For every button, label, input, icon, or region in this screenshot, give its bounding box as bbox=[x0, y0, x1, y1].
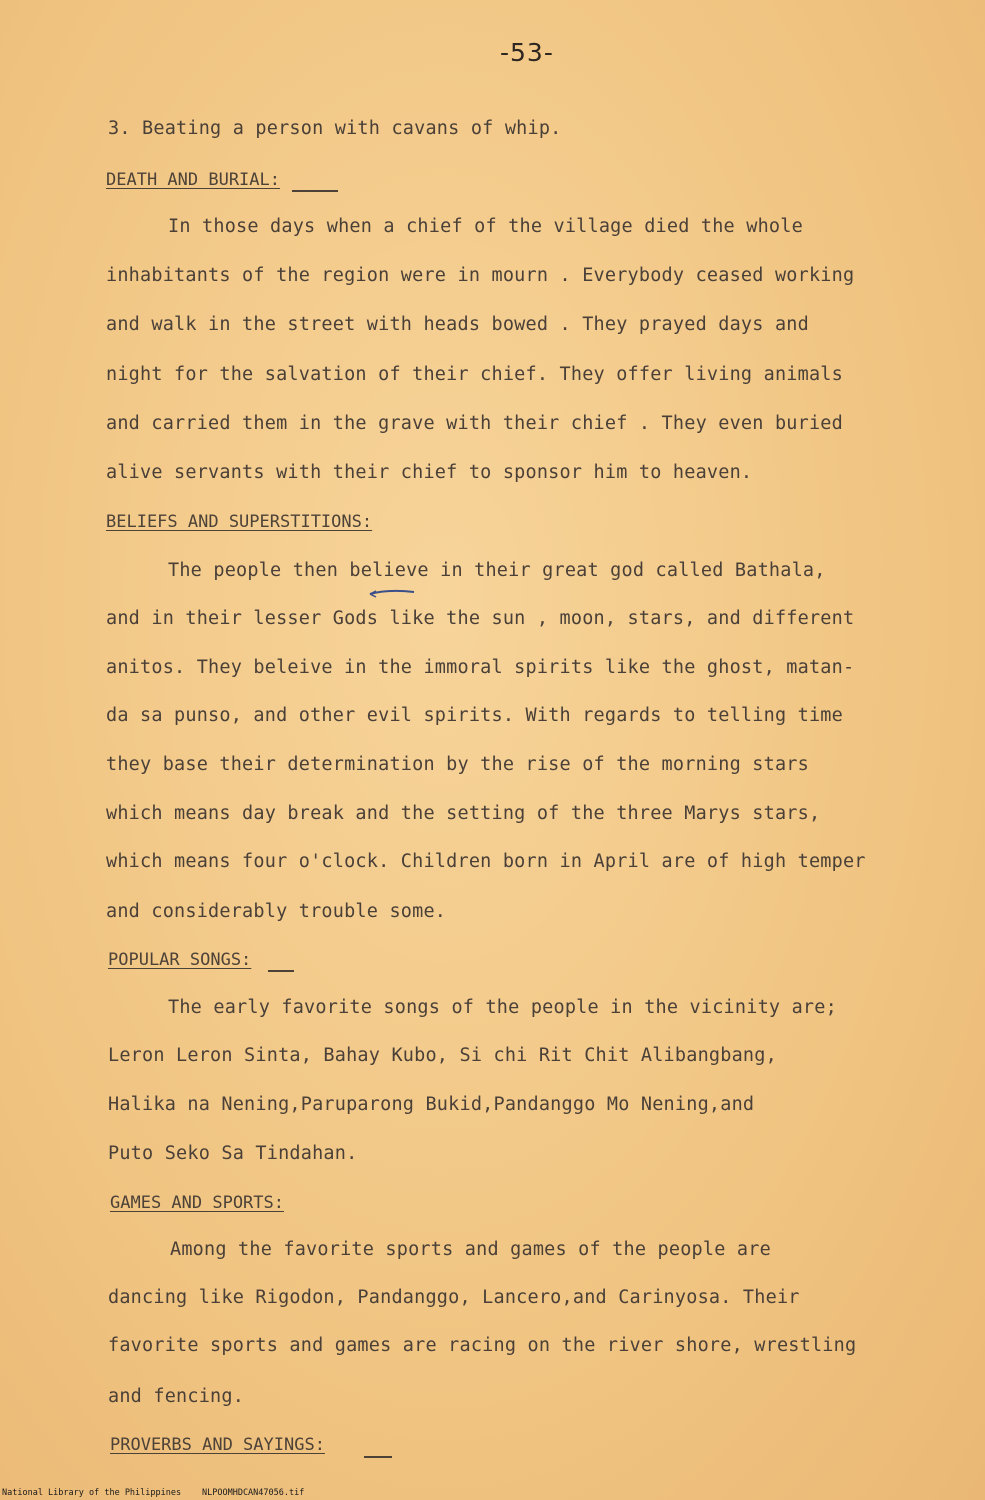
paragraph-line: The early favorite songs of the people in the vicinity are; bbox=[168, 997, 837, 1018]
heading-underline bbox=[292, 190, 338, 192]
heading-proverbs-and-sayings: PROVERBS AND SAYINGS: bbox=[110, 1435, 325, 1455]
heading-popular-songs: POPULAR SONGS: bbox=[108, 950, 252, 970]
heading-beliefs-and-superstitions: BELIEFS AND SUPERSTITIONS: bbox=[106, 512, 373, 532]
paragraph-line: which means day break and the setting of the three Marys stars, bbox=[106, 803, 821, 824]
paragraph-line: and walk in the street with heads bowed . They prayed days and bbox=[106, 314, 809, 335]
paragraph-line: Among the favorite sports and games of the people are bbox=[170, 1239, 771, 1260]
paragraph-line: they base their determination by the rise of the morning stars bbox=[106, 754, 809, 775]
page-number: -53- bbox=[500, 38, 554, 67]
paragraph-line: dancing like Rigodon, Pandanggo, Lancero,and Carinyosa. Their bbox=[108, 1287, 800, 1308]
paragraph-line: and fencing. bbox=[108, 1386, 245, 1407]
paragraph-line: Leron Leron Sinta, Bahay Kubo, Si chi Rit Chit Alibangbang, bbox=[108, 1045, 777, 1066]
paragraph-line: anitos. They beleive in the immoral spirits like the ghost, matan- bbox=[106, 657, 855, 678]
paragraph-line: night for the salvation of their chief. They offer living animals bbox=[106, 364, 843, 385]
pen-correction-mark bbox=[368, 586, 418, 598]
heading-games-and-sports: GAMES AND SPORTS: bbox=[110, 1193, 284, 1213]
footer-file-id: NLPOOMHDCAN47056.tif bbox=[202, 1488, 305, 1498]
heading-death-and-burial: DEATH AND BURIAL: bbox=[106, 170, 280, 190]
paragraph-line: The people then believe in their great god called Bathala, bbox=[168, 560, 826, 581]
paragraph-line: da sa punso, and other evil spirits. With regards to telling time bbox=[106, 705, 843, 726]
paragraph-line: inhabitants of the region were in mourn . Everybody ceased working bbox=[106, 265, 855, 286]
paragraph-line: Halika na Nening,Paruparong Bukid,Pandanggo Mo Nening,and bbox=[108, 1094, 755, 1115]
paragraph-line: alive servants with their chief to sponsor him to heaven. bbox=[106, 462, 753, 483]
paragraph-line: and considerably trouble some. bbox=[106, 901, 447, 922]
footer-library-label: National Library of the Philippines bbox=[2, 1488, 182, 1498]
intro-line: 3. Beating a person with cavans of whip. bbox=[108, 118, 562, 139]
paragraph-line: favorite sports and games are racing on the river shore, wrestling bbox=[108, 1335, 857, 1356]
paragraph-line: In those days when a chief of the village died the whole bbox=[168, 216, 803, 237]
paragraph-line: and carried them in the grave with their chief . They even buried bbox=[106, 413, 843, 434]
heading-underline bbox=[268, 970, 294, 972]
paragraph-line: and in their lesser Gods like the sun , moon, stars, and different bbox=[106, 608, 855, 629]
paragraph-line: which means four o'clock. Children born in April are of high temper bbox=[106, 851, 866, 872]
paragraph-line: Puto Seko Sa Tindahan. bbox=[108, 1143, 358, 1164]
heading-underline bbox=[364, 1456, 392, 1458]
